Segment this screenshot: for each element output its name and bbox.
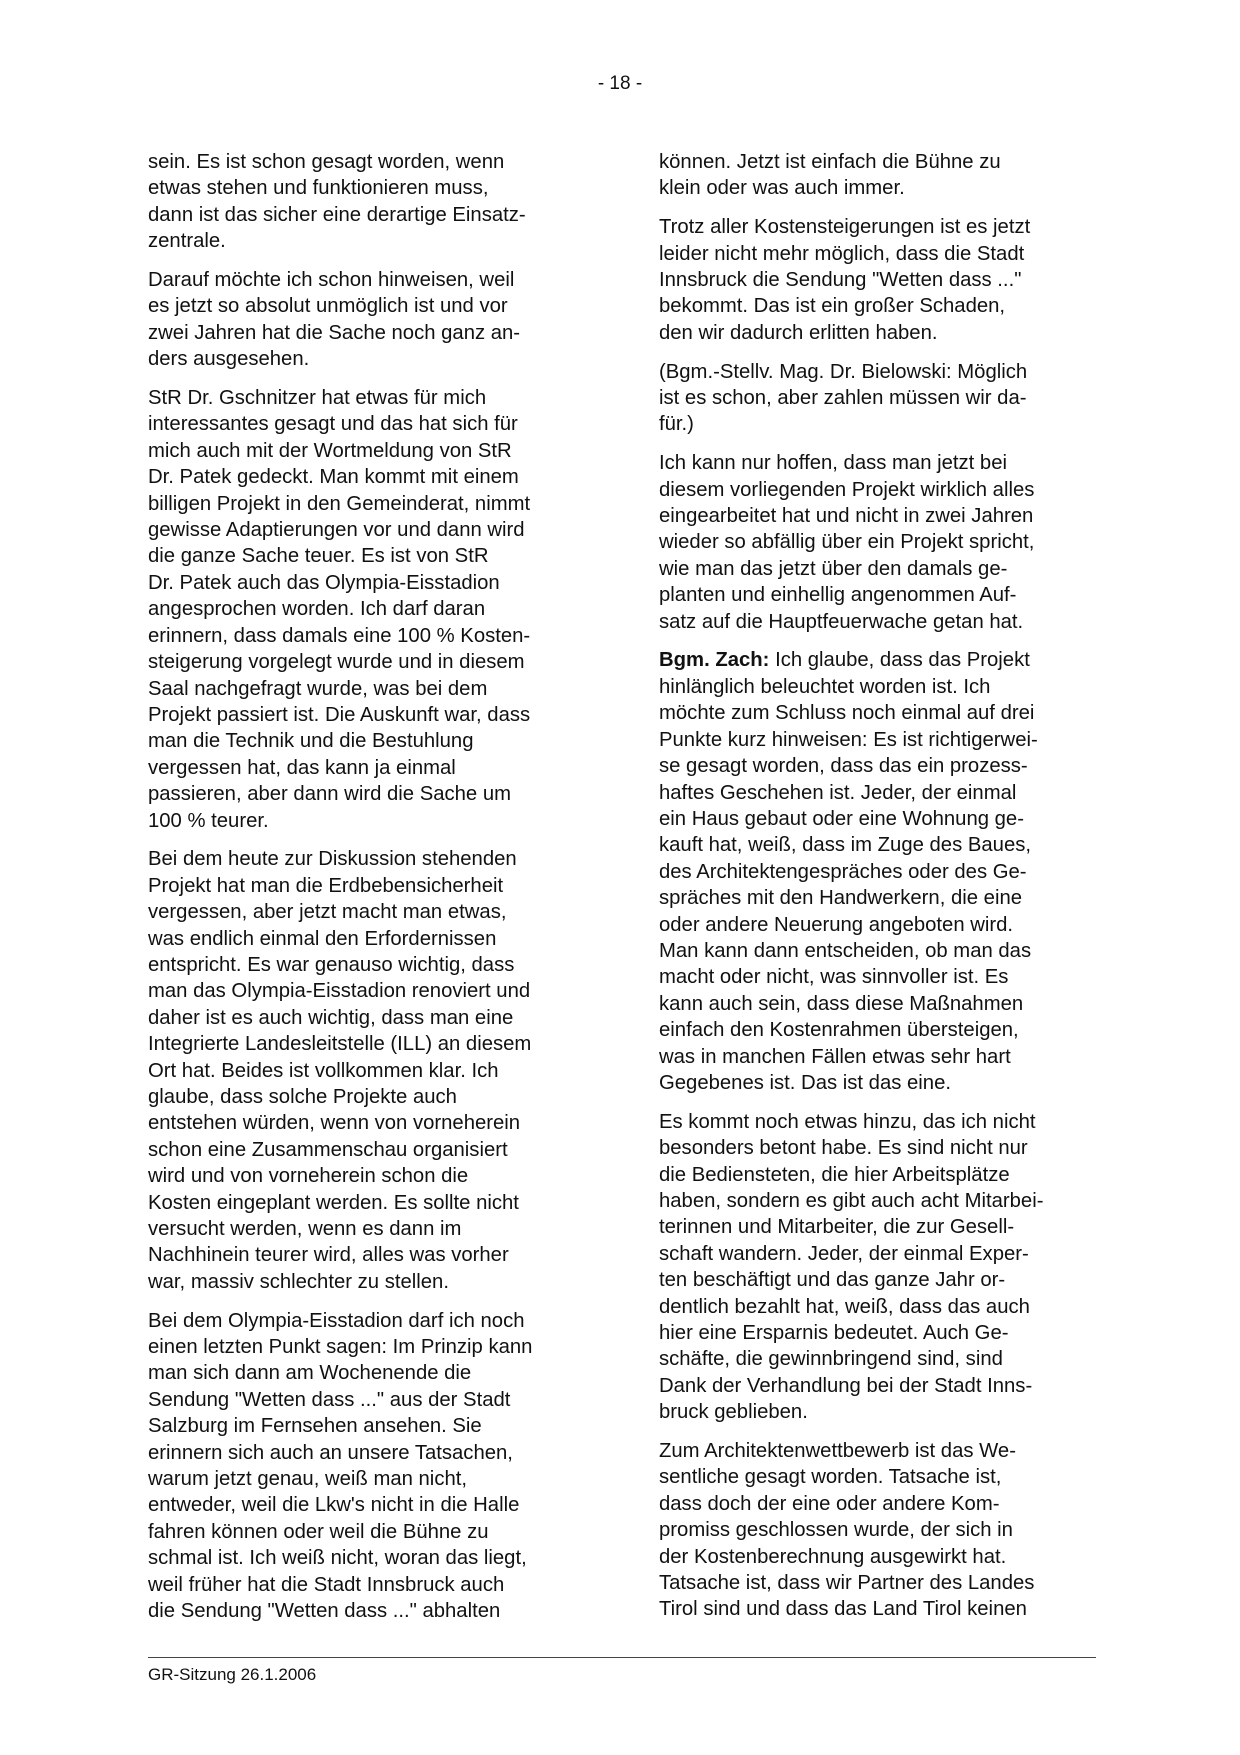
- footer-divider: [148, 1657, 1096, 1658]
- speaker-name: Bgm. Zach:: [659, 649, 770, 672]
- paragraph: Bei dem heute zur Diskussion stehenden Projekt hat man die Erdbebensicherheit vergessen, aber jetzt macht man etwas, was endlich einmal den Erfordernissen entspricht. Es war genauso wichtig, dass man das Olympia-Eisstadion renoviert und daher ist es auch wichtig, dass man eine Integrierte Landesleitstelle (ILL) an diesem Ort hat. Beides ist vollkommen klar. Ich glaube, dass solche Projekte auch entstehen würden, wenn von vorneherein schon eine Zusammenschau organisiert wird und von vorneherein schon die Kosten eingeplant werden. Es sollte nicht versucht werden, wenn es dann im Nachhinein teurer wird, alles was vorher war, massiv schlechter zu stellen.: [148, 848, 532, 1293]
- paragraph: können. Jetzt ist einfach die Bühne zu klein oder was auch immer.: [659, 151, 1001, 200]
- footer-text: GR-Sitzung 26.1.2006: [148, 1665, 317, 1684]
- paragraph: Darauf möchte ich schon hinweisen, weil es jetzt so absolut unmöglich ist und vor zwei Jahren hat die Sache noch ganz an- ders ausgesehen.: [148, 269, 521, 371]
- speaker-text: Ich glaube, dass das Projekt hinlänglich beleuchtet worden ist. Ich möchte zum Schluss noch einmal auf drei Punkte kurz hinweisen: Es ist richtigerwei- se gesagt worden, dass das ein prozess- haftes Geschehen ist. Jeder, der einmal ein Haus gebaut oder eine Wohnung ge- kauft hat, weiß, dass im Zuge des Baues, des Architektengespräches oder des Ge- spräches mit den Handwerkern, die eine oder andere Neuerung angeboten wird. Man kann dann entscheiden, ob man das macht oder nicht, was sinnvoller ist. Es kann auch sein, dass diese Maßnahmen einfach den Kostenrahmen übersteigen, was in manchen Fällen etwas sehr hart Gegebenes ist. Das ist das eine.: [659, 649, 1038, 1094]
- page-number: - 18 -: [597, 73, 643, 94]
- paragraph: Ich kann nur hoffen, dass man jetzt bei diesem vorliegenden Projekt wirklich alles eingearbeitet hat und nicht in zwei Jahren wieder so abfällig über ein Projekt spricht, wie man das jetzt über den damals ge- planten und einhellig angenommen Auf- satz auf die Hauptfeuerwache getan hat.: [659, 452, 1035, 633]
- paragraph: Zum Architektenwettbewerb ist das We- sentliche gesagt worden. Tatsache ist, dass doch der eine oder andere Kom- promiss geschlossen wurde, der sich in der Kostenberechnung ausgewirkt hat. Tatsache ist, dass wir Partner des Landes Tirol sind und dass das Land Tirol keinen: [659, 1440, 1035, 1621]
- right-column: [659, 149, 1099, 1635]
- paragraph: Trotz aller Kostensteigerungen ist es jetzt leider nicht mehr möglich, dass die Stadt Innsbruck die Sendung "Wetten dass ..." bekommt. Das ist ein großer Schaden, den wir dadurch erlitten haben.: [659, 216, 1031, 344]
- paragraph: StR Dr. Gschnitzer hat etwas für mich interessantes gesagt und das hat sich für mich auch mit der Wortmeldung von StR Dr. Patek gedeckt. Man kommt mit einem billigen Projekt in den Gemeinderat, nimmt gewisse Adaptierungen vor und dann wird die ganze Sache teuer. Es ist von StR Dr. Patek auch das Olympia-Eisstadion angesprochen worden. Ich darf daran erinnern, dass damals eine 100 % Kosten- steigerung vorgelegt wurde und in diesem Saal nachgefragt wurde, was bei dem Projekt passiert ist. Die Auskunft war, dass man die Technik und die Bestuhlung vergessen hat, das kann ja einmal passieren, aber dann wird die Sache um 100 % teurer.: [148, 387, 531, 832]
- interjection-paragraph: (Bgm.-Stellv. Mag. Dr. Bielowski: Möglich ist es schon, aber zahlen müssen wir da- für.): [659, 360, 1028, 436]
- paragraph: sein. Es ist schon gesagt worden, wenn etwas stehen und funktionieren muss, dann ist das sicher eine derartige Einsatz- zentrale.: [148, 151, 526, 253]
- left-column: [148, 149, 588, 1637]
- speaker-paragraph: [659, 647, 1099, 1096]
- paragraph: Bei dem Olympia-Eisstadion darf ich noch einen letzten Punkt sagen: Im Prinzip kann man sich dann am Wochenende die Sendung "Wetten dass ..." aus der Stadt Salzburg im Fernsehen ansehen. Sie erinnern sich auch an unsere Tatsachen, warum jetzt genau, weiß man nicht, entweder, weil die Lkw's nicht in die Halle fahren können oder weil die Bühne zu schmal ist. Ich weiß nicht, woran das liegt, weil früher hat die Stadt Innsbruck auch die Sendung "Wetten dass ..." abhalten: [148, 1309, 533, 1623]
- paragraph: Es kommt noch etwas hinzu, das ich nicht besonders betont habe. Es sind nicht nur die Bediensteten, die hier Arbeitsplätze haben, sondern es gibt auch acht Mitarbei- terinnen und Mitarbeiter, die zur Gesell- schaft wandern. Jeder, der einmal Exper- ten beschäftigt und das ganze Jahr or- dentlich bezahlt hat, weiß, dass das auch hier eine Ersparnis bedeutet. Auch Ge- schäfte, die gewinnbringend sind, sind Dank der Verhandlung bei der Stadt Inns- bruck geblieben.: [659, 1110, 1044, 1424]
